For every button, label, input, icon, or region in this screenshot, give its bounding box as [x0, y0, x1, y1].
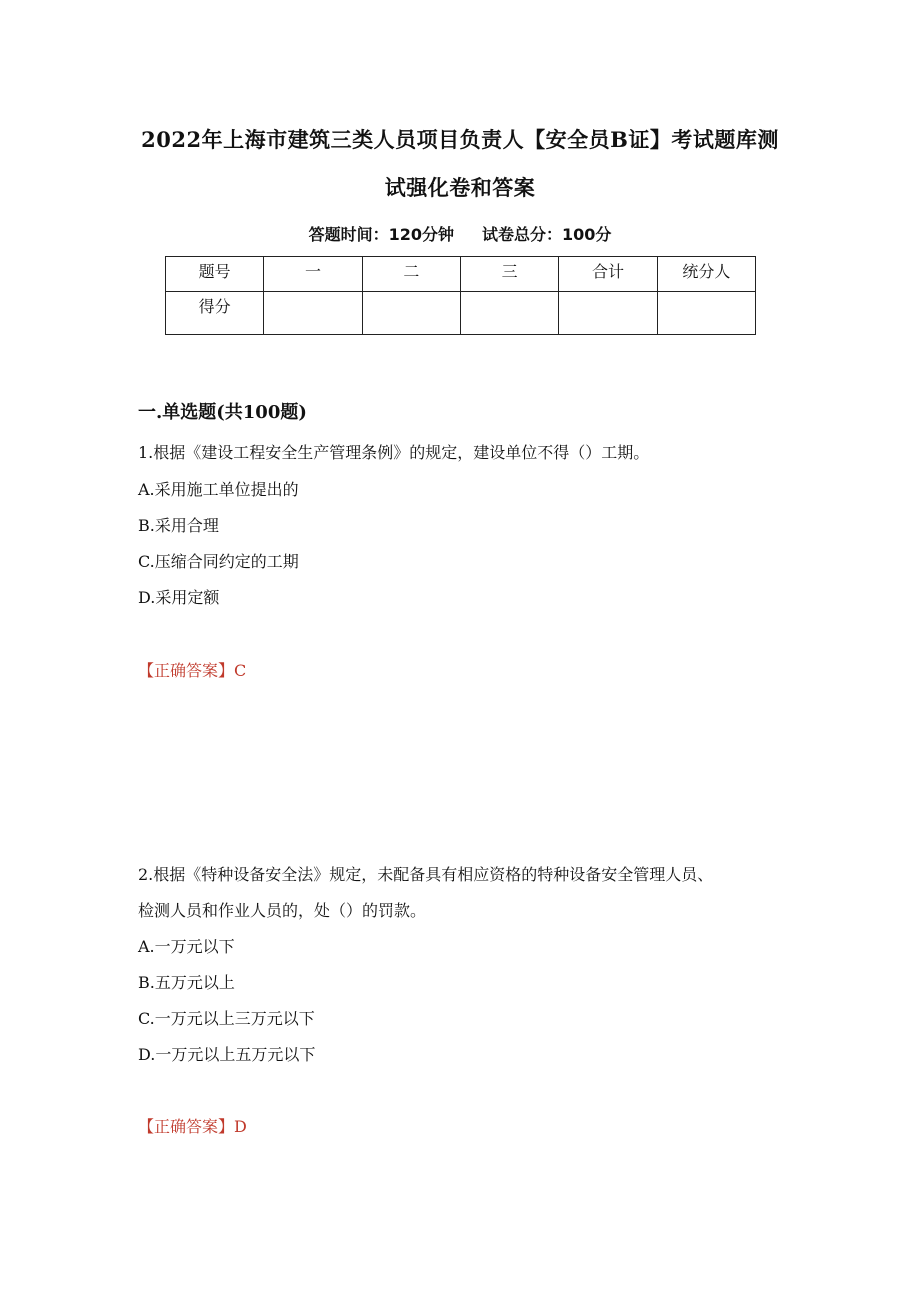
question-2-answer: 【正确答案】D: [138, 1117, 247, 1136]
score-cell: [264, 292, 362, 335]
score-table-header-row: [166, 257, 756, 292]
score-table-header: 合计: [559, 257, 657, 292]
document-title-line-2: 试强化卷和答案: [384, 175, 536, 200]
question-2-option-d: D.一万元以上五万元以下: [138, 1045, 316, 1064]
score-table-header: 二: [362, 257, 460, 292]
question-2-option-a: A.一万元以下: [138, 937, 235, 956]
score-table-header: 题号: [166, 257, 264, 292]
question-1-answer: 【正确答案】C: [138, 661, 247, 680]
question-1-option-d: D.采用定额: [138, 588, 220, 607]
score-cell: [460, 292, 558, 335]
question-1-option-b: B.采用合理: [138, 516, 219, 535]
score-cell: [362, 292, 460, 335]
score-table: [165, 256, 756, 335]
document-title-line-1: 2022年上海市建筑三类人员项目负责人【安全员B证】考试题库测: [141, 127, 779, 152]
score-table-header: 三: [460, 257, 558, 292]
score-table-score-row: [166, 292, 756, 335]
section-title: 一.单选题(共100题): [138, 402, 307, 423]
exam-meta: [160, 222, 760, 245]
question-2-option-c: C.一万元以上三万元以下: [138, 1009, 315, 1028]
question-1-option-c: C.压缩合同约定的工期: [138, 552, 299, 571]
exam-time: 答题时间：120分钟: [308, 225, 454, 244]
score-cell: [559, 292, 657, 335]
exam-total-score: 试卷总分：100分: [482, 225, 612, 244]
question-2-stem-line-2: 检测人员和作业人员的，处（）的罚款。: [138, 901, 427, 920]
score-table-header: 一: [264, 257, 362, 292]
score-table-header: 统分人: [657, 257, 755, 292]
score-row-label: 得分: [166, 292, 264, 335]
question-2-stem-line-1: 2.根据《特种设备安全法》规定，未配备具有相应资格的特种设备安全管理人员、: [138, 865, 714, 884]
score-cell: [657, 292, 755, 335]
question-1-option-a: A.采用施工单位提出的: [138, 480, 299, 499]
question-1-stem: 1.根据《建设工程安全生产管理条例》的规定，建设单位不得（）工期。: [138, 443, 650, 462]
question-2-option-b: B.五万元以上: [138, 973, 235, 992]
